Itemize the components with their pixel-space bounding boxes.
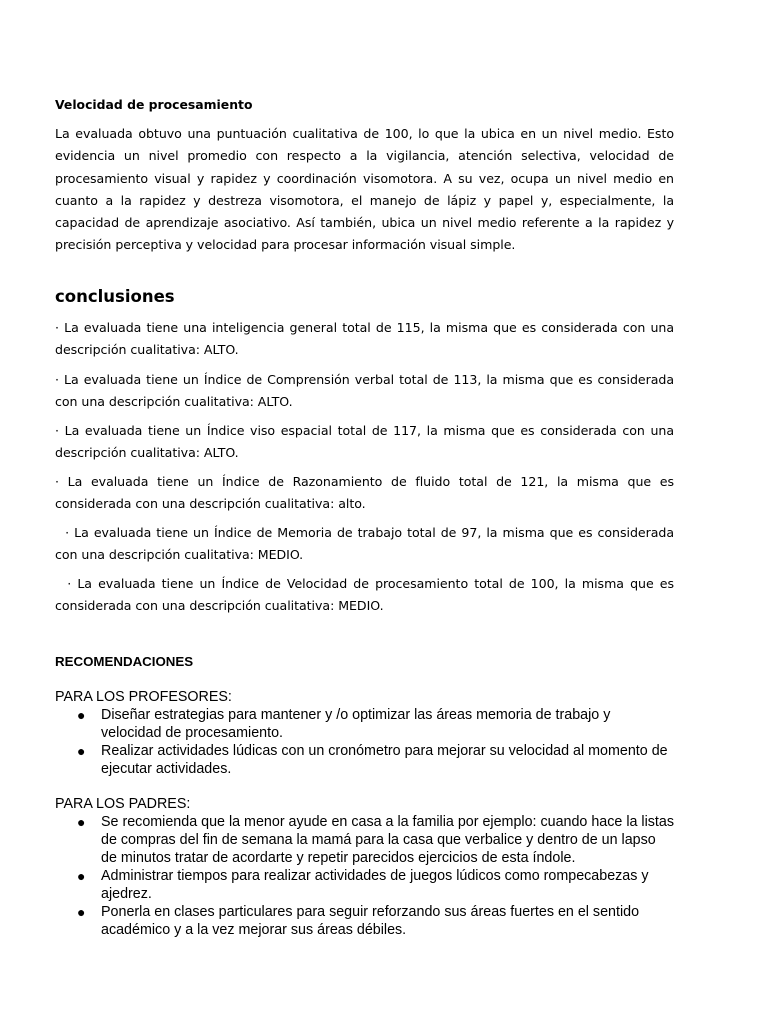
list-item-text: Diseñar estrategias para mantener y /o optimizar las áreas memoria de trabajo y velocidad de procesamiento.: [101, 707, 611, 741]
conclusion-item: · La evaluada tiene un Índice de Memoria de trabajo total de 97, la misma que es considerada con una descripción cualitativa: MEDIO.: [55, 525, 678, 563]
bullet-icon: ●: [77, 814, 86, 830]
conclusion-item: · La evaluada tiene un Índice de Comprensión verbal total de 113, la misma que es considerada con una descripción cualitativa: ALTO.: [55, 372, 674, 410]
conclusion-item: · La evaluada tiene una inteligencia general total de 115, la misma que es considerada con una descripción cualitativa: ALTO.: [55, 320, 674, 358]
conclusion-item: · La evaluada tiene un Índice de Razonamiento de fluido total de 121, la misma que es considerada con una descripción cualitativa: alto.: [55, 474, 674, 512]
list-item: [55, 706, 674, 742]
list-item-text: Ponerla en clases particulares para seguir reforzando sus áreas fuertes en el sentido académico y a la vez mejorar sus áreas débiles.: [101, 904, 640, 938]
list-item: [55, 867, 674, 903]
list-item: [55, 742, 674, 778]
bullet-icon: ●: [77, 868, 86, 884]
recommendations-title: RECOMENDACIONES: [55, 654, 194, 669]
list-item: [55, 903, 674, 939]
bullet-icon: ●: [77, 707, 86, 723]
parents-subtitle: PARA LOS PADRES:: [55, 796, 191, 812]
list-item: [55, 813, 674, 867]
conclusions-title: conclusiones: [55, 287, 175, 306]
conclusion-item: · La evaluada tiene un Índice de Velocidad de procesamiento total de 100, la misma que es considerada con una descripción cualitativa: MEDIO.: [55, 576, 678, 614]
bullet-icon: ●: [77, 904, 86, 920]
list-item-text: Realizar actividades lúdicas con un cronómetro para mejorar su velocidad al momento de ejecutar actividades.: [101, 743, 668, 777]
list-item-text: Administrar tiempos para realizar actividades de juegos lúdicos como rompecabezas y ajedrez.: [101, 868, 649, 902]
parents-list: [55, 813, 674, 939]
list-item-text: Se recomienda que la menor ayude en casa a la familia por ejemplo: cuando hace la listas de compras del fin de semana la mamá para la casa que verbalice y dentro de un lapso de minutos tratar de acordarte y repetir parecidos ejercicios de esta índole.: [101, 814, 675, 866]
section-title-processing-speed: Velocidad de procesamiento: [55, 97, 253, 112]
teachers-subtitle: PARA LOS PROFESORES:: [55, 689, 232, 705]
conclusion-item: · La evaluada tiene un Índice viso espacial total de 117, la misma que es considerada con una descripción cualitativa: ALTO.: [55, 423, 674, 461]
bullet-icon: ●: [77, 743, 86, 759]
teachers-list: [55, 706, 674, 778]
processing-speed-paragraph: La evaluada obtuvo una puntuación cualitativa de 100, lo que la ubica en un nivel medio. Esto evidencia un nivel promedio con respecto a la vigilancia, atención selectiva, velocidad de procesamiento visual y rapidez y coordinación visomotora. A su vez, ocupa un nivel medio en cuanto a la rapidez y destreza visomotora, el manejo de lápiz y papel y, especialmente, la capacidad de aprendizaje asociativo. Así también, ubica un nivel medio referente a la rapidez y precisión perceptiva y velocidad para procesar información visual simple.: [55, 126, 674, 253]
